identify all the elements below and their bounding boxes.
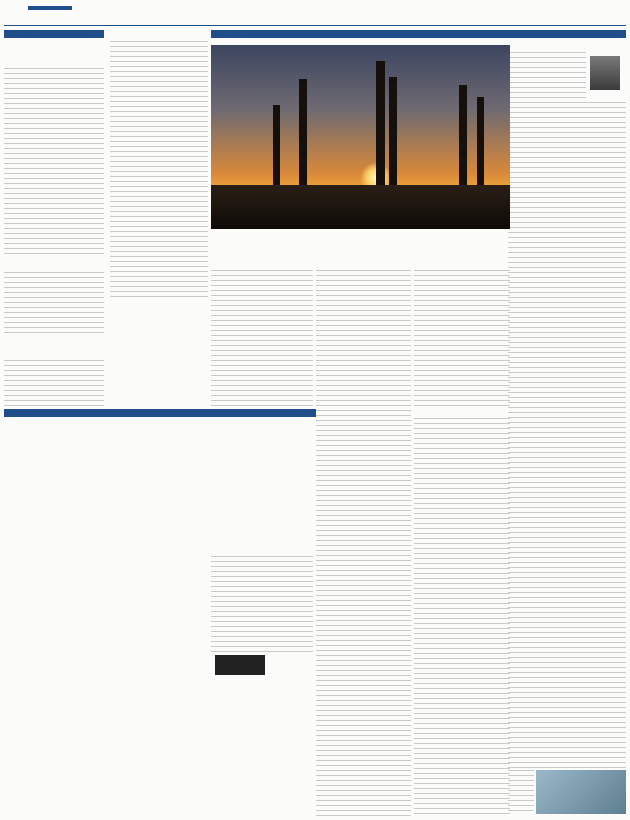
ruins-ground (211, 185, 510, 229)
left-story-2-text (4, 272, 104, 334)
category-puzzle (4, 409, 316, 417)
article-column (414, 270, 510, 410)
section-label (28, 6, 72, 10)
pillar (459, 85, 467, 189)
article-column (211, 270, 313, 406)
pillar (389, 77, 397, 189)
left-story-2-head (4, 258, 104, 270)
pillar (299, 79, 307, 189)
category-heritage (211, 30, 510, 38)
pillar (376, 61, 385, 189)
persepolis-photo (211, 45, 510, 229)
article-column (316, 270, 411, 820)
left-story-3-text (4, 360, 104, 406)
pillar (477, 97, 484, 189)
column-text-top (508, 52, 586, 100)
category-news (4, 30, 104, 38)
article-column (110, 41, 208, 301)
newspaper-logo (600, 4, 624, 22)
page-header (4, 4, 626, 26)
left-story-1-head (4, 40, 104, 68)
hospital-photo (536, 770, 626, 814)
category-right (508, 30, 626, 38)
column-text (508, 102, 626, 768)
left-story-3-head (4, 338, 104, 360)
pillar (273, 105, 280, 189)
author-photo (590, 56, 620, 90)
crossword-title (215, 655, 265, 675)
article-column (211, 556, 313, 656)
column-text-bottom (508, 770, 534, 814)
article-column (414, 418, 510, 814)
left-story-1-text (4, 68, 104, 256)
